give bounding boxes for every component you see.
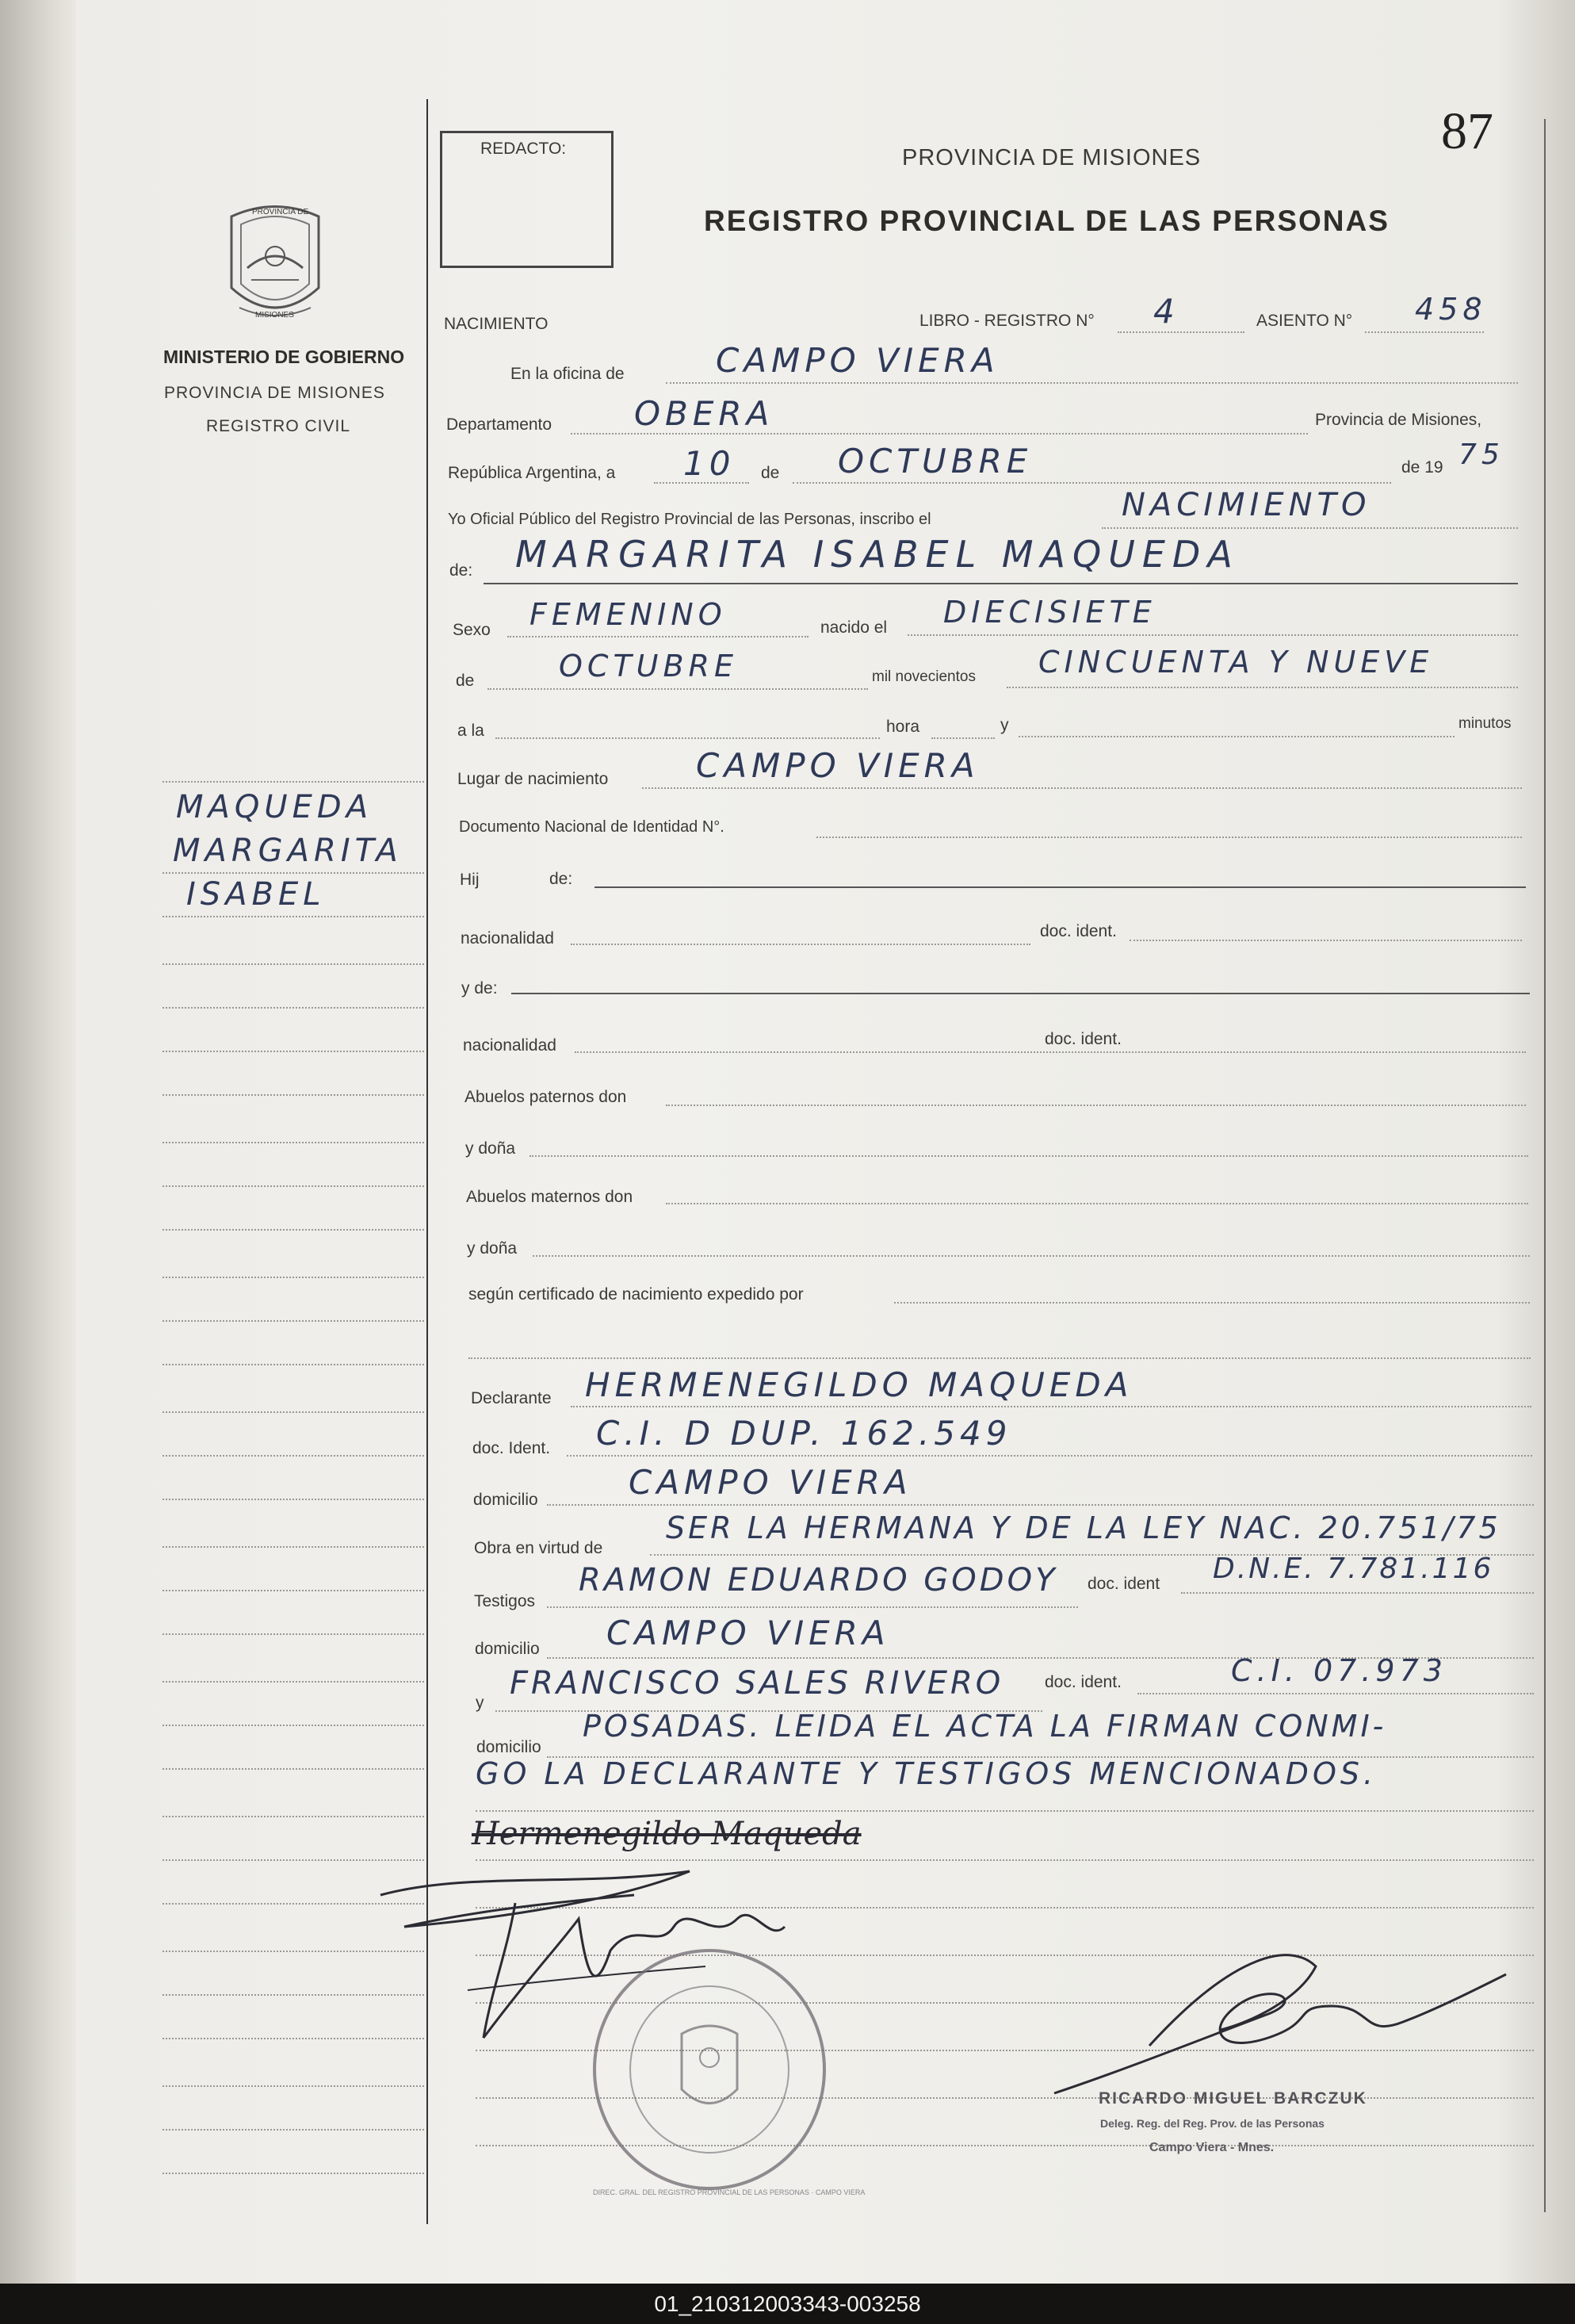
certificado-label: según certificado de nacimiento expedido por [468, 1285, 804, 1304]
de-label: de [761, 464, 780, 482]
official-location: Campo Viera - Mnes. [1149, 2141, 1275, 2154]
birth-month-value: OCTUBRE [559, 649, 738, 683]
docident-label: doc. Ident. [472, 1439, 551, 1457]
de3-label: de [456, 672, 475, 690]
domicilio3-value: POSADAS. LEIDA EL ACTA LA FIRMAN CONMI- [583, 1709, 1387, 1744]
page-number: 87 [1441, 102, 1493, 160]
redacto-label: REDACTO: [480, 140, 567, 158]
obra-value: SER LA HERMANA Y DE LA LEY NAC. 20.751/75 [666, 1510, 1501, 1545]
departamento-value: OBERA [634, 394, 774, 433]
declarante-label: Declarante [471, 1389, 552, 1407]
hora-label: hora [886, 718, 920, 736]
day-value: 10 [683, 444, 736, 483]
right-margin-rule [1544, 119, 1546, 2212]
footer-bar [0, 2284, 1575, 2324]
nacionalidad-label: nacionalidad [461, 929, 554, 948]
libro-value: 4 [1153, 292, 1179, 331]
mil-label: mil novecientos [872, 668, 976, 685]
dni-label: Documento Nacional de Identidad N°. [459, 818, 724, 836]
doc-t2-label: doc. ident. [1045, 1673, 1122, 1691]
header-registry: REGISTRO PROVINCIAL DE LAS PERSONAS [704, 205, 1390, 237]
official-signature [1030, 1935, 1522, 2109]
official-name: RICARDO MIGUEL BARCZUK [1099, 2089, 1367, 2108]
nacido-label: nacido el [820, 618, 888, 637]
asiento-label: ASIENTO N° [1256, 312, 1353, 330]
testigo2-value: FRANCISCO SALES RIVERO [510, 1665, 1004, 1702]
mil-value: CINCUENTA Y NUEVE [1038, 645, 1434, 680]
domicilio2-label: domicilio [475, 1640, 540, 1658]
person-value: MARGARITA ISABEL MAQUEDA [515, 533, 1240, 576]
obra-label: Obra en virtud de [474, 1539, 603, 1557]
header-province: PROVINCIA DE MISIONES [902, 145, 1202, 170]
seal-bottom-text: MISIONES [255, 311, 294, 320]
y2-label: y [476, 1694, 484, 1712]
margin-firstname: MARGARITA [173, 833, 403, 869]
declarante-value: HERMENEGILDO MAQUEDA [585, 1365, 1133, 1404]
lugar-label: Lugar de nacimiento [457, 770, 609, 788]
ministry-province: PROVINCIA DE MISIONES [164, 384, 385, 402]
lugar-value: CAMPO VIERA [696, 746, 980, 785]
doc-t1-value: D.N.E. 7.781.116 [1213, 1553, 1494, 1585]
declarante-signature: Hermenegildo Maqueda [472, 1816, 862, 1852]
binding-edge [0, 0, 75, 2284]
nacimiento-label: NACIMIENTO [444, 315, 549, 333]
minutos-label: minutos [1458, 715, 1512, 732]
seal-top-text: PROVINCIA DE [252, 208, 309, 216]
doc-ident-label: doc. ident. [1040, 922, 1117, 940]
round-seal-icon [583, 1939, 836, 2192]
doc-ident2-label: doc. ident. [1045, 1030, 1122, 1048]
sexo-value: FEMENINO [529, 597, 727, 632]
round-seal-text: DIREC. GRAL. DEL REGISTRO PROVINCIAL DE LAS PERSONAS · CAMPO VIERA [593, 2188, 866, 2196]
nacionalidad2-label: nacionalidad [463, 1036, 556, 1055]
coat-of-arms-icon [216, 201, 334, 327]
oficina-value: CAMPO VIERA [716, 341, 1000, 380]
departamento-label: Departamento [446, 415, 552, 434]
ala-label: a la [457, 722, 484, 740]
oficial-value: NACIMIENTO [1122, 487, 1371, 523]
domicilio-label: domicilio [473, 1491, 538, 1509]
testigos-label: Testigos [474, 1592, 536, 1610]
yde-label: y de: [461, 979, 498, 997]
doc-t2-value: C.I. 07.973 [1231, 1653, 1447, 1688]
year-prefix: de 19 [1401, 458, 1443, 477]
ydona2-label: y doña [467, 1239, 518, 1258]
y-label: y [1000, 716, 1009, 734]
redacto-box [440, 131, 614, 268]
hij-label: Hij [460, 871, 480, 889]
domicilio3-label: domicilio [476, 1738, 541, 1756]
official-role: Deleg. Reg. del Reg. Prov. de las Personas [1100, 2117, 1325, 2130]
nacido-value: DIECISIETE [943, 595, 1156, 630]
footer-code: 01_210312003343-003258 [654, 2291, 921, 2316]
docident-value: C.I. D DUP. 162.549 [596, 1414, 1012, 1453]
margin-middlename: ISABEL [186, 876, 326, 913]
provincia-label: Provincia de Misiones, [1315, 411, 1482, 429]
ydona1-label: y doña [465, 1139, 516, 1158]
oficial-label: Yo Oficial Público del Registro Provincial de las Personas, inscribo el [448, 511, 931, 528]
ministry-title: MINISTERIO DE GOBIERNO [163, 346, 405, 367]
testigo1-value: RAMON EDUARDO GODOY [579, 1562, 1058, 1598]
abuelos-maternos-label: Abuelos maternos don [466, 1188, 633, 1206]
domicilio-value: CAMPO VIERA [629, 1463, 912, 1502]
asiento-value: 458 [1415, 292, 1487, 327]
continuation-value: GO LA DECLARANTE Y TESTIGOS MENCIONADOS. [476, 1756, 1378, 1791]
margin-surname: MAQUEDA [176, 789, 373, 825]
libro-label: LIBRO - REGISTRO N° [919, 312, 1095, 330]
de2-label: de: [449, 561, 473, 580]
oficina-label: En la oficina de [510, 365, 625, 383]
republica-label: República Argentina, a [448, 464, 616, 482]
month-value: OCTUBRE [838, 442, 1033, 480]
year-value: 75 [1458, 438, 1504, 471]
ministry-registro: REGISTRO CIVIL [206, 417, 351, 435]
de4-label: de: [549, 870, 573, 888]
domicilio2-value: CAMPO VIERA [606, 1614, 890, 1652]
doc-t1-label: doc. ident [1088, 1575, 1160, 1593]
abuelos-paternos-label: Abuelos paternos don [464, 1088, 627, 1106]
sexo-label: Sexo [453, 621, 491, 639]
